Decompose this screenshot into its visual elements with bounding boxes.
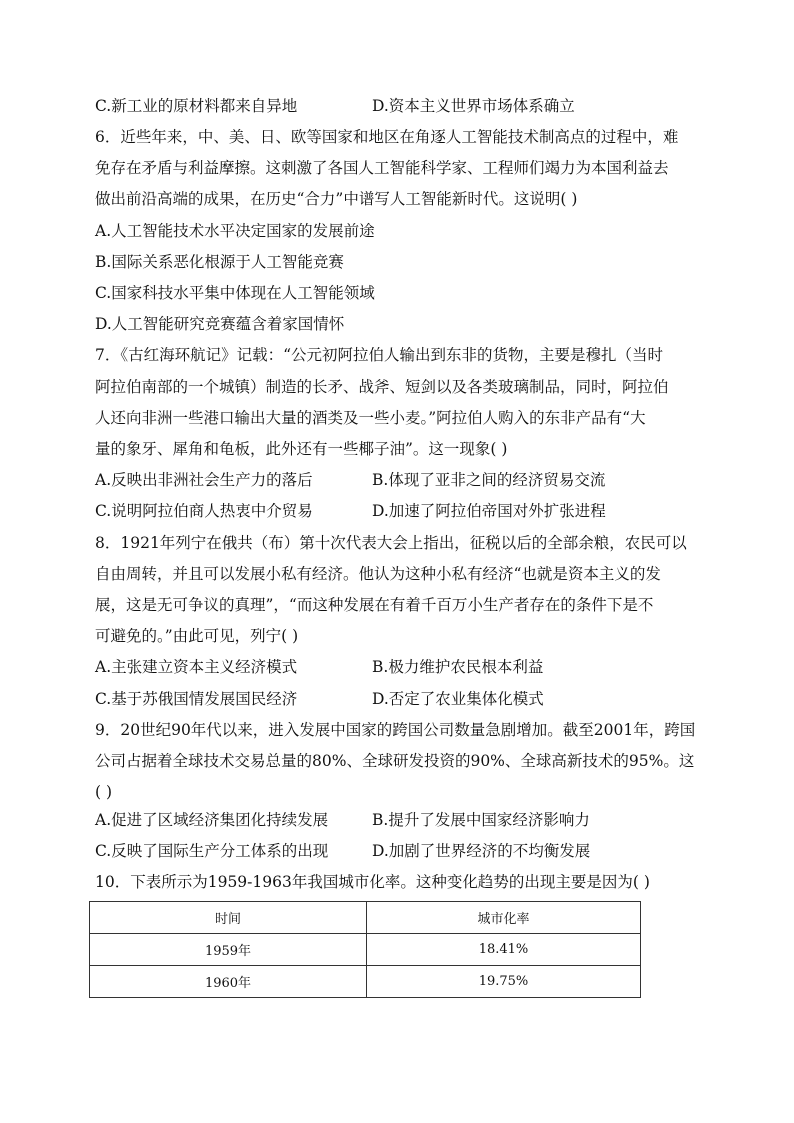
urbanization-table bbox=[89, 901, 641, 998]
q6-option-a: A.人工智能技术水平决定国家的发展前途 bbox=[95, 222, 375, 240]
q8-option-c: C.基于苏俄国情发展国民经济 bbox=[95, 690, 298, 708]
q9-stem-line-2: 公司占据着全球技术交易总量的80%、全球研发投资的90%、全球高新技术的95%。这 bbox=[95, 752, 695, 770]
q7-option-d: D.加速了阿拉伯帝国对外扩张进程 bbox=[372, 502, 606, 520]
q6-option-d: D.人工智能研究竞赛蕴含着家国情怀 bbox=[95, 315, 345, 333]
q8-option-a: A.主张建立资本主义经济模式 bbox=[95, 658, 298, 676]
q6-option-c: C.国家科技水平集中体现在人工智能领域 bbox=[95, 284, 375, 302]
table-row bbox=[90, 934, 641, 966]
q6-stem-line-1: 6．近些年来，中、美、日、欧等国家和地区在角逐人工智能技术制高点的过程中，难 bbox=[95, 128, 679, 146]
q5-option-c: C.新工业的原材料都来自异地 bbox=[95, 97, 298, 115]
q8-stem-line-2: 自由周转，并且可以发展小私有经济。他认为这种小私有经济“也就是资本主义的发 bbox=[95, 565, 661, 583]
q9-stem-line-1: 9．20世纪90年代以来，进入发展中国家的跨国公司数量急剧增加。截至2001年，跨国 bbox=[95, 721, 696, 739]
q7-option-b: B.体现了亚非之间的经济贸易交流 bbox=[372, 471, 606, 489]
q6-option-b: B.国际关系恶化根源于人工智能竞赛 bbox=[95, 253, 344, 271]
q6-stem-line-3: 做出前沿高端的成果，在历史“合力”中谱写人工智能新时代。这说明( ) bbox=[95, 190, 578, 208]
q8-stem-line-4: 可避免的。”由此可见，列宁( ) bbox=[95, 627, 299, 645]
q9-option-b: B.提升了发展中国家经济影响力 bbox=[372, 811, 590, 829]
q7-stem-line-2: 阿拉伯南部的一个城镇）制造的长矛、战斧、短剑以及各类玻璃制品，同时，阿拉伯 bbox=[95, 378, 669, 396]
q8-stem-line-3: 展，这是无可争议的真理”，“而这种发展在有着千百万小生产者存在的条件下是不 bbox=[95, 596, 654, 614]
q8-option-b: B.极力维护农民根本利益 bbox=[372, 658, 544, 676]
q7-stem-line-4: 量的象牙、犀角和龟板，此外还有一些椰子油”。这一现象( ) bbox=[95, 440, 508, 458]
q7-option-a: A.反映出非洲社会生产力的落后 bbox=[95, 471, 313, 489]
table-row bbox=[90, 966, 641, 998]
q7-stem-line-3: 人还向非洲一些港口输出大量的酒类及一些小麦。”阿拉伯人购入的东非产品有“大 bbox=[95, 409, 646, 427]
q6-stem-line-2: 免存在矛盾与利益摩擦。这刺激了各国人工智能科学家、工程师们竭力为本国利益去 bbox=[95, 159, 669, 177]
q7-option-c: C.说明阿拉伯商人热衷中介贸易 bbox=[95, 502, 313, 520]
table-header-time: 时间 bbox=[90, 902, 367, 934]
q9-stem-line-3: ( ) bbox=[95, 783, 113, 801]
table-header-row bbox=[90, 902, 641, 934]
table-cell-rate: 19.75% bbox=[367, 966, 641, 998]
q8-stem-line-1: 8．1921年列宁在俄共（布）第十次代表大会上指出，征税以后的全部余粮，农民可以 bbox=[95, 534, 687, 552]
q7-stem-line-1: 7．《古红海环航记》记载：“公元初阿拉伯人输出到东非的货物，主要是穆扎（当时 bbox=[95, 346, 664, 364]
table-header-rate: 城市化率 bbox=[367, 902, 641, 934]
table-cell-rate: 18.41% bbox=[367, 934, 641, 966]
q9-option-d: D.加剧了世界经济的不均衡发展 bbox=[372, 842, 591, 860]
q10-stem: 10．下表所示为1959-1963年我国城市化率。这种变化趋势的出现主要是因为( ) bbox=[95, 873, 650, 891]
table-cell-year: 1960年 bbox=[90, 966, 367, 998]
q9-option-a: A.促进了区域经济集团化持续发展 bbox=[95, 811, 329, 829]
q9-option-c: C.反映了国际生产分工体系的出现 bbox=[95, 842, 329, 860]
table-cell-year: 1959年 bbox=[90, 934, 367, 966]
q8-option-d: D.否定了农业集体化模式 bbox=[372, 690, 544, 708]
q5-option-d: D.资本主义世界市场体系确立 bbox=[372, 97, 575, 115]
